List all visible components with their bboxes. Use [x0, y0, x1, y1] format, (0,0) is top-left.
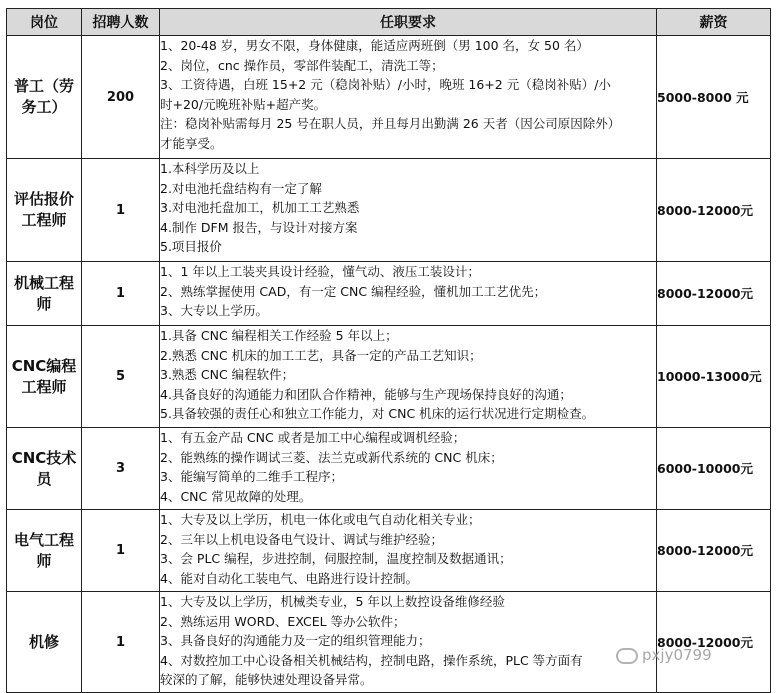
requirement-line: 1、有五金产品 CNC 或者是加工中心编程或调机经验；: [160, 430, 466, 445]
requirement-line: 2.熟悉 CNC 机床的加工工艺，具备一定的产品工艺知识；: [160, 347, 482, 363]
requirement-line: 3、大专以上学历。: [160, 303, 268, 319]
table-row: [7, 428, 771, 510]
requirement-line: 1、大专及以上学历，机械类专业，5 年以上数控设备维修经验: [160, 594, 505, 609]
requirement-line: 2、能熟练的操作调试三菱、法兰克或新代系统的 CNC 机床；: [160, 449, 503, 465]
count-cell: 1: [82, 510, 160, 592]
count-cell: 5: [82, 326, 160, 428]
position-cell: 评估报价工程师: [7, 159, 82, 262]
requirement-line: 1、20-48 岁，男女不限，身体健康，能适应两班倒（男 100 名，女 50 名）: [160, 38, 589, 53]
requirement-line: 3.对电池托盘加工，机加工工艺熟悉: [160, 200, 360, 216]
position-cell: 机械工程师: [7, 262, 82, 326]
table-row: [7, 326, 771, 428]
requirement-line: 1、大专及以上学历，机电一体化或电气自动化相关专业；: [160, 512, 481, 527]
requirement-line: 2.对电池托盘结构有一定了解: [160, 180, 322, 196]
position-cell: CNC技术员: [7, 428, 82, 510]
count-cell: 1: [82, 592, 160, 693]
table-row: [7, 262, 771, 326]
requirement-line: 4.具备良好的沟通能力和团队合作精神，能够与生产现场保持良好的沟通；: [160, 386, 572, 402]
job-table: [6, 8, 771, 693]
count-cell: 3: [82, 428, 160, 510]
salary-cell: 6000-10000元: [657, 428, 771, 510]
position-cell: 机修: [7, 592, 82, 693]
requirement-line: 5.具备较强的责任心和独立工作能力，对 CNC 机床的运行状况进行定期检查。: [160, 406, 595, 422]
header-requirements: 任职要求: [160, 9, 657, 36]
requirement-line: 2、岗位，cnc 操作员，零部件装配工，清洗工等；: [160, 57, 444, 73]
requirement-line: 3、能编写简单的二维手工程序；: [160, 469, 343, 485]
watermark-text: pxjy0799: [642, 646, 712, 664]
table-row: [7, 36, 771, 159]
table-row: [7, 592, 771, 693]
requirement-line: 时+20/元晚班补贴+超产奖。: [160, 96, 327, 112]
requirement-line: 4.制作 DFM 报告，与设计对接方案: [160, 219, 358, 235]
requirements-cell: [160, 428, 657, 510]
salary-cell: 8000-12000元: [657, 159, 771, 262]
table-row: [7, 510, 771, 592]
requirement-line: 1.本科学历及以上: [160, 161, 260, 176]
requirement-line: 2、熟练运用 WORD、EXCEL 等办公软件；: [160, 613, 406, 629]
salary-cell: 10000-13000元: [657, 326, 771, 428]
table-row: [7, 159, 771, 262]
requirements-cell: [160, 36, 657, 159]
requirement-line: 4、CNC 常见故障的处理。: [160, 488, 312, 504]
requirement-line: 4、对数控加工中心设备相关机械结构，控制电路，操作系统，PLC 等方面有: [160, 652, 583, 668]
header-row: [7, 9, 771, 36]
position-cell: 电气工程师: [7, 510, 82, 592]
requirement-line: 2、三年以上机电设备电气设计、调试与维护经验；: [160, 531, 443, 547]
requirements-cell: [160, 592, 657, 693]
requirement-line: 2、熟练掌握使用 CAD，有一定 CNC 编程经验，懂机加工工艺优先；: [160, 283, 547, 299]
header-count: 招聘人数: [82, 9, 160, 36]
position-cell: CNC编程工程师: [7, 326, 82, 428]
requirement-line: 3.熟悉 CNC 编程软件；: [160, 367, 295, 383]
watermark: [616, 646, 712, 664]
requirement-line: 较深的了解，能够快速处理设备异常。: [160, 672, 373, 688]
salary-cell: 8000-12000元: [657, 592, 771, 693]
requirement-line: 5.项目报价: [160, 239, 222, 255]
requirement-line: 1、1 年以上工装夹具设计经验，懂气动、液压工装设计；: [160, 264, 480, 279]
requirement-line: 才能享受。: [160, 135, 223, 151]
wechat-logo-icon: [616, 648, 638, 664]
requirements-cell: [160, 159, 657, 262]
count-cell: 1: [82, 262, 160, 326]
requirements-cell: [160, 510, 657, 592]
requirement-line: 4、能对自动化工装电气、电路进行设计控制。: [160, 570, 418, 586]
salary-cell: 5000-8000 元: [657, 36, 771, 159]
salary-cell: 8000-12000元: [657, 262, 771, 326]
header-position: 岗位: [7, 9, 82, 36]
requirements-cell: [160, 262, 657, 326]
requirements-cell: [160, 326, 657, 428]
requirement-line: 1.具备 CNC 编程相关工作经验 5 年以上；: [160, 328, 398, 343]
requirement-line: 3、具备良好的沟通能力及一定的组织管理能力；: [160, 633, 431, 649]
position-cell: 普工（劳务工）: [7, 36, 82, 159]
header-salary: 薪资: [657, 9, 771, 36]
salary-cell: 8000-12000元: [657, 510, 771, 592]
requirement-line: 3、工资待遇，白班 15+2 元（稳岗补贴）/小时，晚班 16+2 元（稳岗补贴）/小: [160, 77, 611, 93]
count-cell: 200: [82, 36, 160, 159]
count-cell: 1: [82, 159, 160, 262]
requirement-line: 3、会 PLC 编程，步进控制，伺服控制，温度控制及数据通讯；: [160, 551, 512, 567]
requirement-line: 注：稳岗补贴需每月 25 号在职人员，并且每月出勤满 26 天者（因公司原因除外）: [160, 116, 621, 132]
